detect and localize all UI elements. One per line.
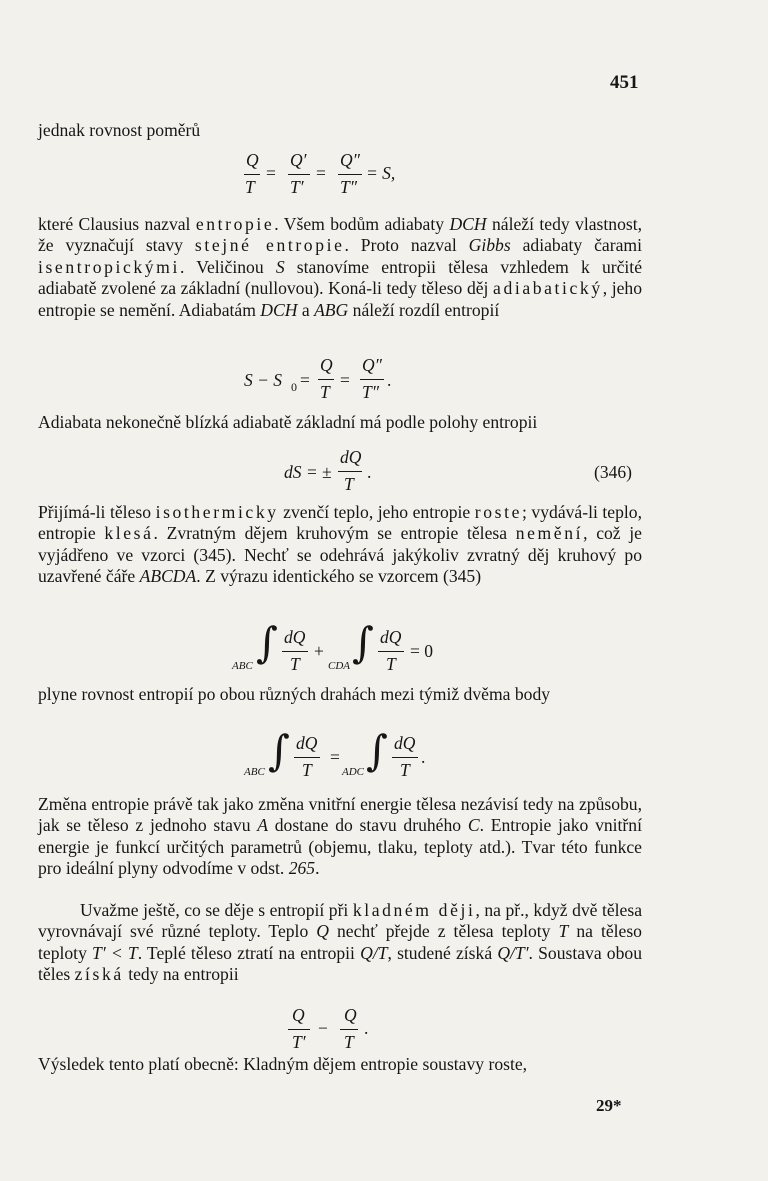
paragraph-equality: plyne rovnost entropií po obou různých drahách mezi týmiž dvěma body: [38, 684, 551, 704]
book-page: 451 jednak rovnost poměrů Q T = Q′ T′ = Q″ T″ = S, které Clausius nazval entropie. Všem bodům adiabaty DCH náleží tedy vlastnost, že vyznačují stavy stejné entropie. Proto nazval Gibbs adiabaty čarami isentropickými. Veličinou S stanovíme entropii tělesa vzhledem k určité adiabatě zvolené za základní (nullovou). Koná-li tedy těleso děj adiabatický, jeho entropie se nemění. Adiabatám DCH a ABG náleží rozdíl entropií S − S 0 = Q T = Q″ T″ . Adiabata nekonečně blízká adiabatě základní má podle polohy entropii dS = ± dQ T . (346) Přijímá-li těleso isothermicky zvenčí teplo, jeho entropie roste; vydává-li teplo, entropie klesá. Zvratným dějem kruhovým se entropie tělesa nemění, což je vyjádřeno ve vzorci (345). Nechť se odehrává jakýkoliv zvratný děj kruhový po uzavřené čáře ABCDA. Z výrazu identického se vzorcem (345) ∫ ABC dQ T + ∫ CDA dQ T = 0 plyne rovnost entropií po obou různých drahách mezi týmiž dvěma body ∫ ABC dQ T = ∫ ADC dQ T . Změna entropie právě tak jako změna vnitřní energie tělesa nezávisí tedy na způsobu, jak se těleso z jednoho stavu A dostane do stavu druhého C. Entropie jako vnitřní energie je funkcí určitých parametrů (objemu, tlaku, teploty atd.). Tvar této funkce pro ideální plyny odvodíme v odst. 265. Uvažme ještě, co se děje s entropií při kladném ději, na př., když dvě tělesa vyrovnávají své různé teploty. Teplo Q nechť přejde z tělesa teploty T na těleso teploty T′ < T. Teplé těleso ztratí na entropii Q/T, studené získá Q/T′. Soustava obou těles získá tedy na entropii Q T′ − Q T . Výsledek tento platí obecně: Kladným dějem entropie soustavy roste, 29*: [0, 0, 768, 1181]
paragraph-entropy-definition: které Clausius nazval entropie. Všem bodům adiabaty DCH náleží tedy vlastnost, že vyznačují stavy stejné entropie. Proto nazval Gibbs adiabaty čarami isentropickými. Veličinou S stanovíme entropii tělesa vzhledem k určité adiabatě zvolené za základní (nullovou). Koná-li tedy těleso děj adiabatický, jeho entropie se nemění. Adiabatám DCH a ABG náleží rozdíl entropií: [38, 214, 643, 320]
equation-number: (346): [594, 462, 632, 482]
page-number: 451: [610, 72, 639, 93]
paragraph-result: Výsledek tento platí obecně: Kladným dějem entropie soustavy roste,: [38, 1054, 528, 1074]
paragraph-intro: jednak rovnost poměrů: [38, 120, 201, 140]
paragraph-positive-process: Uvažme ještě, co se děje s entropií při kladném ději, na př., když dvě tělesa vyrovnávají své různé teploty. Teplo Q nechť přejde z tělesa teploty T na těleso teploty T′ < T. Teplé těleso ztratí na entropii Q/T, studené získá Q/T′. Soustava obou těles získá tedy na entropii: [38, 900, 642, 985]
signature-mark: 29*: [596, 1096, 622, 1115]
paragraph-adiabata: Adiabata nekonečně blízká adiabatě základní má podle polohy entropii: [38, 412, 538, 432]
paragraph-state-function: Změna entropie právě tak jako změna vnitřní energie tělesa nezávisí tedy na způsobu, jak se těleso z jednoho stavu A dostane do stavu druhého C. Entropie jako vnitřní energie je funkcí určitých parametrů (objemu, tlaku, teploty atd.). Tvar této funkce pro ideální plyny odvodíme v odst. 265.: [38, 794, 642, 879]
paragraph-isothermic: Přijímá-li těleso isothermicky zvenčí teplo, jeho entropie roste; vydává-li teplo, entropie klesá. Zvratným dějem kruhovým se entropie tělesa nemění, což je vyjádřeno ve vzorci (345). Nechť se odehrává jakýkoliv zvratný děj kruhový po uzavřené čáře ABCDA. Z výrazu identického se vzorcem (345): [38, 502, 642, 587]
